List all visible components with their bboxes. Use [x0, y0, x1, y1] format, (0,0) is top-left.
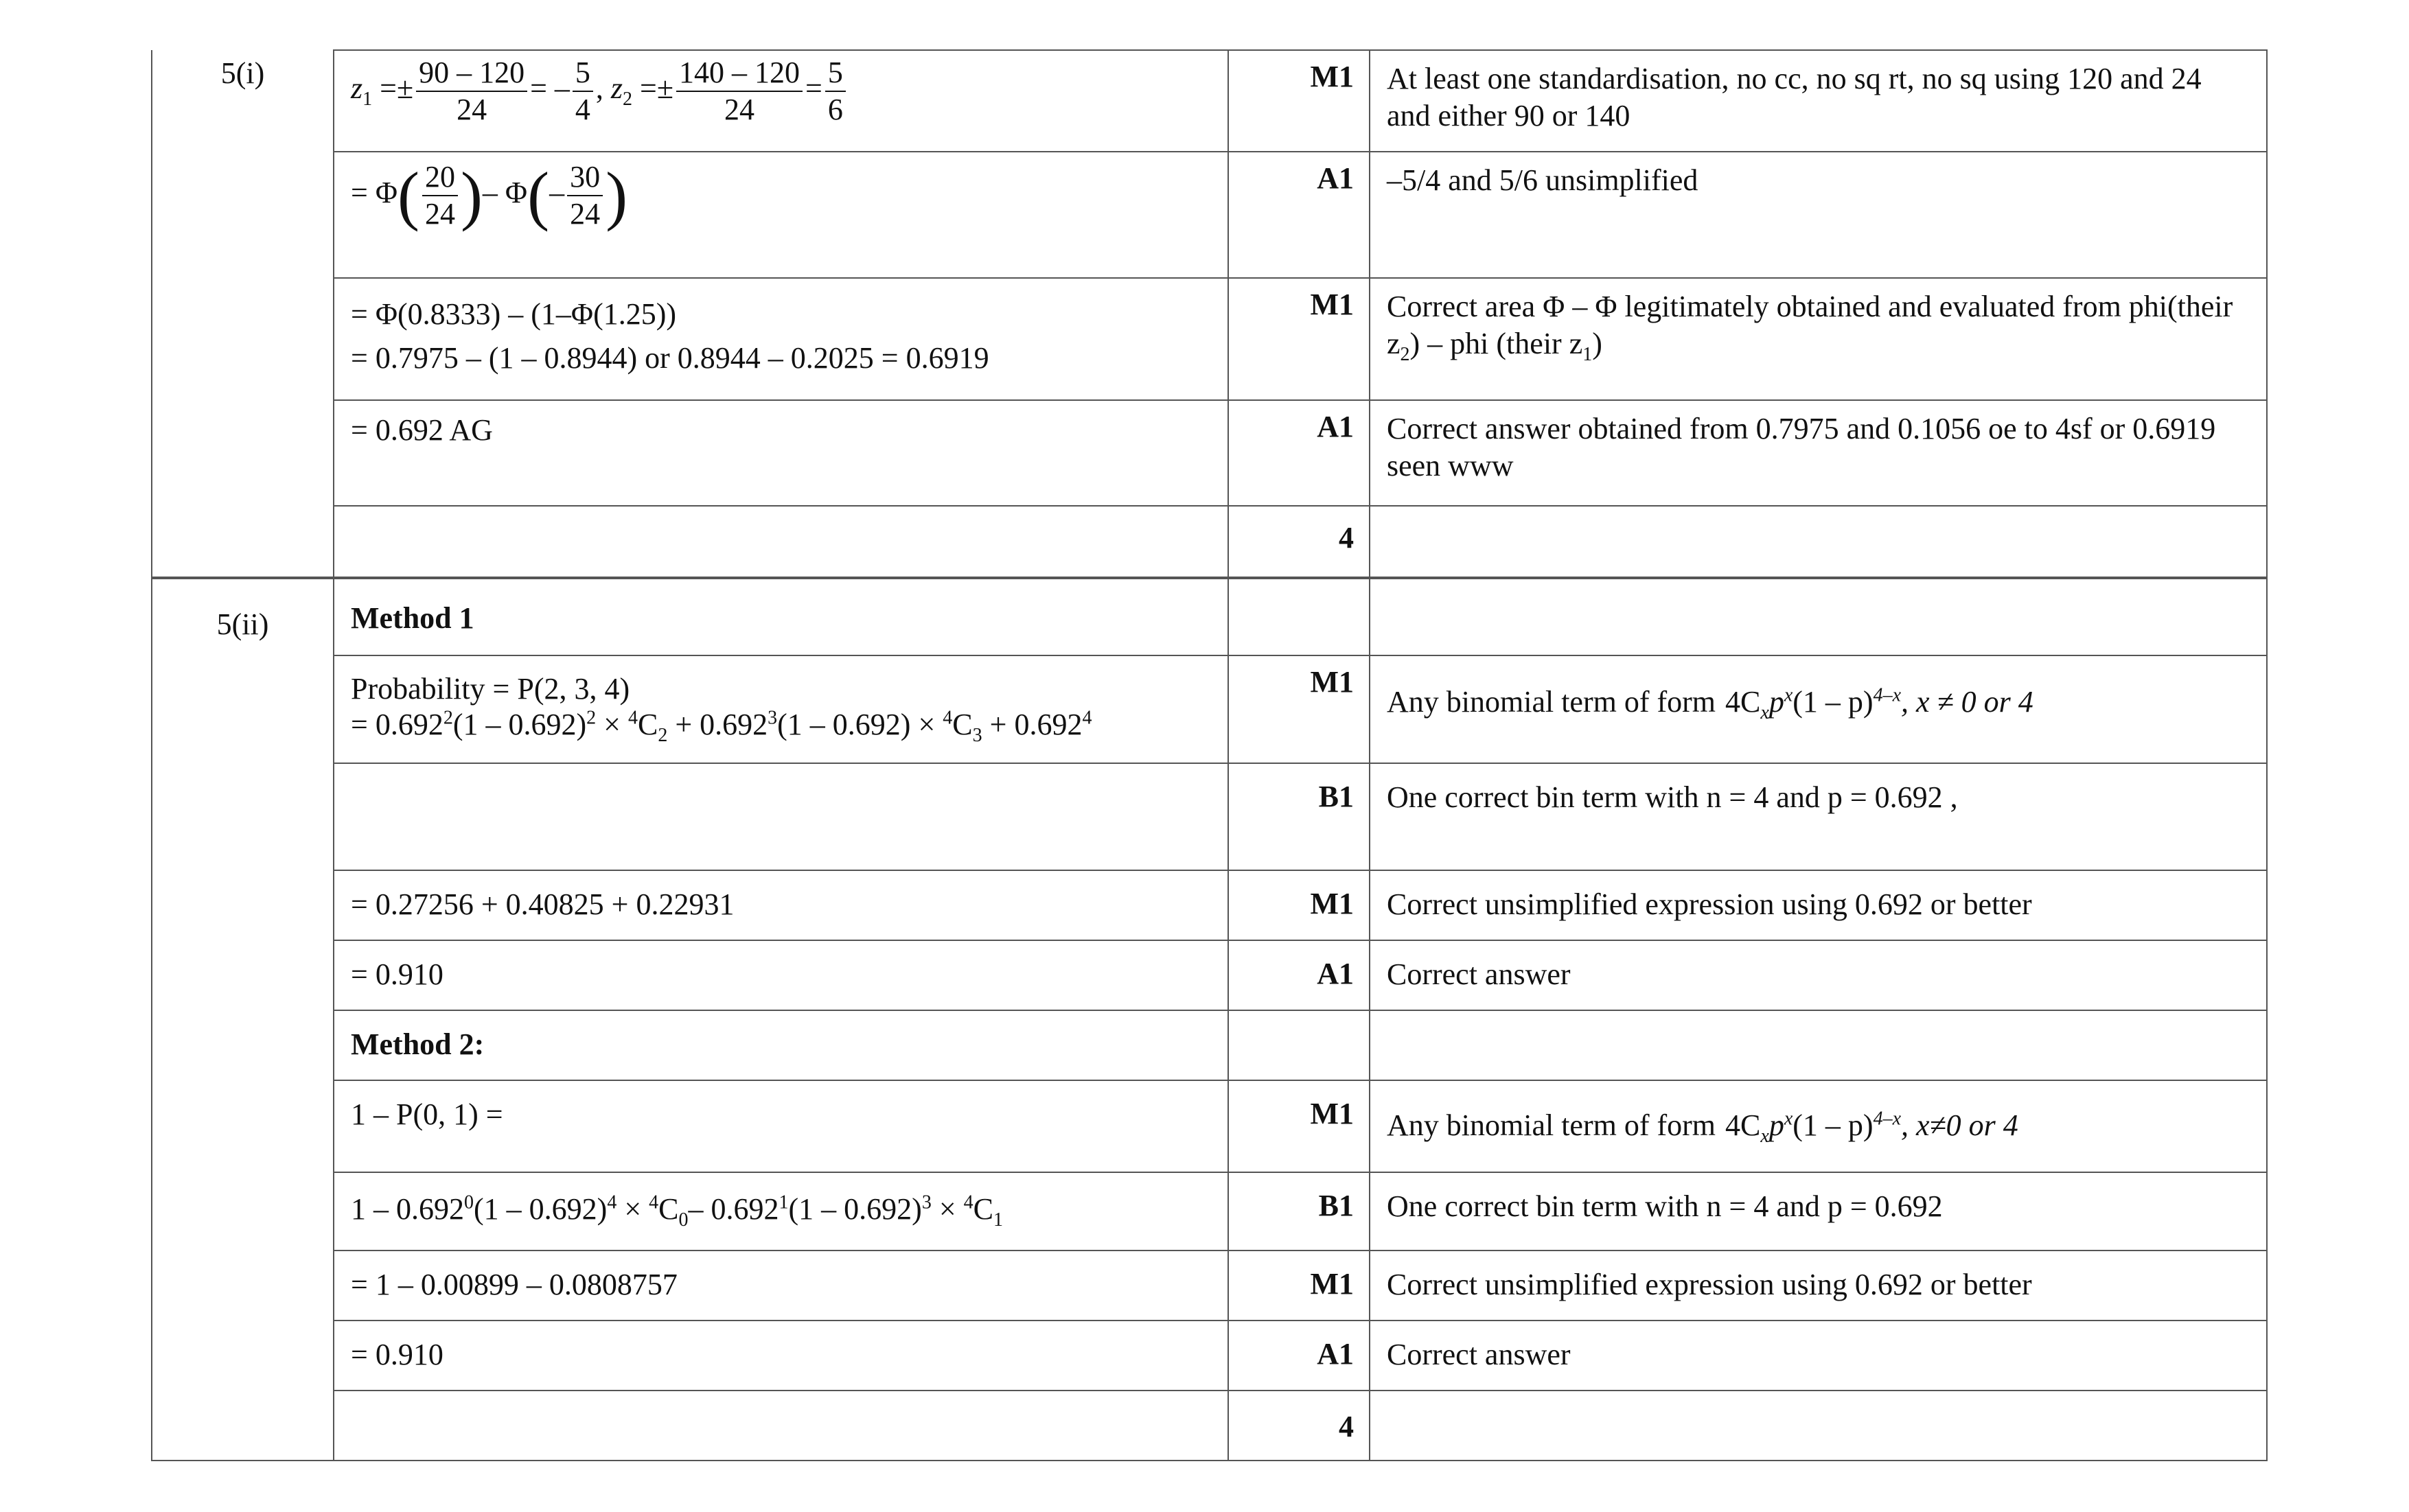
table-row	[152, 655, 2267, 763]
guidance-cell	[1370, 579, 2267, 655]
table-row	[152, 1391, 2267, 1461]
table-row	[152, 506, 2267, 577]
table-row	[152, 1251, 2267, 1321]
mark-cell	[1228, 579, 1370, 655]
mark-cell: M1	[1228, 50, 1370, 152]
mark-cell: M1	[1228, 1251, 1370, 1321]
mark-cell: A1	[1228, 1321, 1370, 1391]
guidance-cell: At least one standardisation, no cc, no sq rt, no sq using 120 and 24 and either 90 or 140	[1370, 50, 2267, 152]
working-cell: = 1 – 0.00899 – 0.0808757	[334, 1251, 1228, 1321]
total-mark-cell: 4	[1228, 506, 1370, 577]
working-cell	[334, 1010, 1228, 1080]
area-guidance: Correct area Φ – Φ legitimately obtained and evaluated from phi(their $z_2$) – phi (their $z_1$)	[1387, 290, 2233, 365]
mark-cell: A1	[1228, 400, 1370, 506]
table-row	[152, 152, 2267, 278]
guidance-cell	[1370, 506, 2267, 577]
guidance-cell	[1370, 1080, 2267, 1172]
mark-cell	[1228, 1010, 1370, 1080]
question-cell	[152, 50, 334, 577]
table-row	[152, 763, 2267, 870]
question-number: 5(i)	[220, 56, 265, 90]
working-cell	[334, 763, 1228, 870]
working-cell	[334, 579, 1228, 655]
table-row	[152, 1321, 2267, 1391]
question-number: 5(ii)	[216, 607, 269, 641]
working-cell: = 0.27256 + 0.40825 + 0.22931	[334, 870, 1228, 940]
table-row	[152, 278, 2267, 400]
working-cell: 1 – P(0, 1) =	[334, 1080, 1228, 1172]
table-row	[152, 1010, 2267, 1080]
working-cell	[334, 50, 1228, 152]
part-ii-table	[151, 578, 2268, 1461]
guidance-cell: One correct bin term with n = 4 and p = 0.692 ,	[1370, 763, 2267, 870]
method-heading: Method 2:	[351, 1027, 485, 1061]
mark-cell: M1	[1228, 655, 1370, 763]
table-row	[152, 870, 2267, 940]
working-cell: = 0.692 AG	[334, 400, 1228, 506]
guidance-cell	[1370, 655, 2267, 763]
total-mark-cell: 4	[1228, 1391, 1370, 1461]
method-heading: Method 1	[351, 601, 474, 635]
working-cell	[334, 152, 1228, 278]
working-cell: = 0.910	[334, 1321, 1228, 1391]
method1-expression: Probability = P(2, 3, 4) = $0.692^2(1 - 0.692)^2 \times ^4C_2 + 0.692^3(1 - 0.692) \times ^4C_3 + 0.692^4$	[351, 672, 1092, 746]
table-row	[152, 50, 2267, 152]
guidance-cell: Correct unsimplified expression using 0.692 or better	[1370, 870, 2267, 940]
working-cell: = 0.910	[334, 940, 1228, 1010]
mark-cell: A1	[1228, 152, 1370, 278]
working-cell	[334, 655, 1228, 763]
guidance-cell: Correct answer obtained from 0.7975 and 0.1056 oe to 4sf or 0.6919 seen www	[1370, 400, 2267, 506]
guidance-cell	[1370, 278, 2267, 400]
table-row	[152, 579, 2267, 655]
working-cell	[334, 278, 1228, 400]
binomial-guidance: Any binomial term of form $4C_xp^x(1 - p)^{4-x}$, x≠0 or 4	[1387, 1108, 2018, 1147]
guidance-cell	[1370, 1391, 2267, 1461]
table-row	[152, 1172, 2267, 1251]
method2-expression: $1 - 0.692^0(1 - 0.692)^4 \times ^4C_0-$ $0.692^1(1 - 0.692)^3 \times ^4C_1$	[351, 1191, 1003, 1231]
table-row	[152, 940, 2267, 1010]
area-working: = Φ(0.8333) – (1–Φ(1.25)) = 0.7975 – (1 – 0.8944) or 0.8944 – 0.2025 = 0.6919	[351, 297, 989, 375]
guidance-cell: Correct answer	[1370, 940, 2267, 1010]
working-cell	[334, 506, 1228, 577]
mark-cell: A1	[1228, 940, 1370, 1010]
mark-cell: M1	[1228, 1080, 1370, 1172]
table-row	[152, 1080, 2267, 1172]
table-row	[152, 400, 2267, 506]
standardisation-working: $z_1$ =± $\frac{90 - 120}{24}$ = – $\frac{5}{4}$ , $z_2$ =± $\frac{140 - 120}{24}$ = $\frac{5}{6}$	[334, 51, 1227, 128]
guidance-cell: Correct answer	[1370, 1321, 2267, 1391]
phi-expression: = Φ( $\frac{20}{24}$ )– Φ(– $\frac{30}{24}$ )	[351, 159, 628, 232]
mark-cell: B1	[1228, 763, 1370, 870]
question-cell	[152, 579, 334, 1461]
working-cell	[334, 1172, 1228, 1251]
guidance-cell: –5/4 and 5/6 unsimplified	[1370, 152, 2267, 278]
mark-cell: M1	[1228, 870, 1370, 940]
mark-cell: M1	[1228, 278, 1370, 400]
mark-cell: B1	[1228, 1172, 1370, 1251]
guidance-cell: One correct bin term with n = 4 and p = 0.692	[1370, 1172, 2267, 1251]
binomial-guidance: Any binomial term of form $4C_xp^x(1 - p)^{4-x}$, x ≠ 0 or 4	[1387, 684, 2033, 723]
guidance-cell: Correct unsimplified expression using 0.692 or better	[1370, 1251, 2267, 1321]
guidance-cell	[1370, 1010, 2267, 1080]
part-i-table	[151, 49, 2268, 578]
working-cell	[334, 1391, 1228, 1461]
